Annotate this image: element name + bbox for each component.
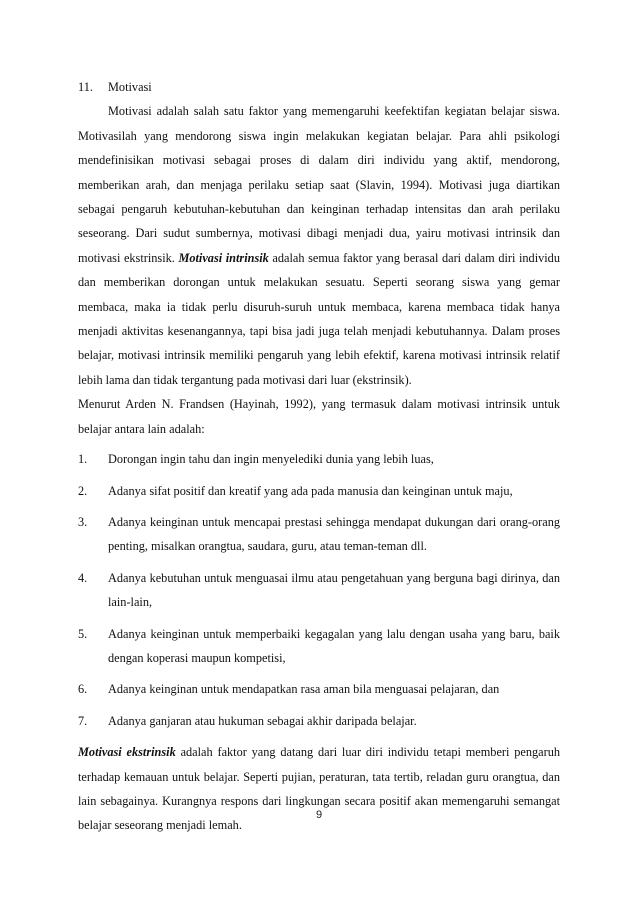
list-item (78, 622, 560, 671)
page-content (78, 75, 560, 838)
list-item-text: Adanya keinginan untuk memperbaiki kegagalan yang lalu dengan usaha yang baru, baik dengan koperasi maupun kompetisi, (108, 626, 560, 665)
term-motivasi-ekstrinsik: Motivasi ekstrinsik (78, 745, 176, 760)
list-item-text: Dorongan ingin tahu dan ingin menyelediki dunia yang lebih luas, (108, 452, 434, 467)
term-motivasi-intrinsik: Motivasi intrinsik (178, 250, 269, 265)
paragraph-motivasi-definition (78, 99, 560, 392)
paragraph-motivasi-ekstrinsik (78, 740, 560, 838)
paragraph-text: adalah faktor yang datang dari luar diri individu tetapi memberi pengaruh terhadap kemauan untuk belajar. Seperti pujian, peraturan, tata tertib, reladan guru orangtua, dan lain sebagainya. Kurangnya respons dari lingkungan secara positif akan memengaruhi semangat belajar seseorang menjadi lemah. (78, 745, 560, 833)
list-item (78, 447, 560, 471)
list-marker: 6. (78, 682, 88, 697)
list-item-text: Adanya sifat positif dan kreatif yang ada pada manusia dan keinginan untuk maju, (108, 483, 513, 498)
section-number: 11. (78, 80, 93, 94)
section-title: Motivasi (108, 80, 152, 94)
section-heading (78, 75, 560, 99)
list-marker: 7. (78, 713, 88, 728)
list-item-text: Adanya kebutuhan untuk menguasai ilmu atau pengetahuan yang berguna bagi dirinya, dan lain-lain, (108, 570, 560, 610)
list-marker: 1. (78, 452, 88, 467)
list-item (78, 566, 560, 615)
paragraph-text: Motivasi adalah salah satu faktor yang memengaruhi keefektifan kegiatan belajar siswa. Motivasilah yang mendorong siswa ingin melakukan kegiatan belajar. Para ahli psikologi mendefinisikan motivasi sebagai proses di dalam diri individu yang aktif, mendorong, memberikan arah, dan menjaga perilaku setiap saat (Slavin, 1994). Motivasi juga diartikan sebagai pengaruh kebutuhan-kebutuhan dan keinginan terhadap intensitas dan arah perilaku seseorang. Dari sudut sumbernya, motivasi dibagi menjadi dua, yairu motivasi intrinsik dan motivasi ekstrinsik. (78, 104, 560, 265)
list-item (78, 479, 560, 503)
paragraph-frandsen: Menurut Arden N. Frandsen (Hayinah, 1992), yang termasuk dalam motivasi intrinsik untuk belajar antara lain adalah: (78, 397, 560, 436)
page-number: 9 (315, 809, 323, 821)
list-marker: 3. (78, 514, 88, 529)
list-item-text: Adanya keinginan untuk mendapatkan rasa aman bila menguasai pelajaran, dan (108, 682, 500, 697)
list-item-text: Adanya ganjaran atau hukuman sebagai akhir daripada belajar. (108, 713, 417, 728)
list-item (78, 677, 560, 701)
intrinsic-motivation-list (78, 447, 560, 733)
list-item-text: Adanya keinginan untuk mencapai prestasi sehingga mendapat dukungan dari orang-orang penting, misalkan orangtua, saudara, guru, atau teman-teman dll. (108, 514, 560, 554)
list-marker: 4. (78, 570, 88, 585)
list-marker: 2. (78, 483, 88, 498)
paragraph-text: adalah semua faktor yang berasal dari dalam diri individu dan memberikan dorongan untuk melakukan sesuatu. Seperti seorang siswa yang gemar membaca, maka ia tidak perlu disuruh-suruh untuk membaca, karena membaca tidak hanya menjadi aktivitas kesenangannya, tapi bisa jadi juga telah menjadi kebutuhannya. Dalam proses belajar, motivasi intrinsik memiliki pengaruh yang lebih efektif, karena motivasi intrinsik relatif lebih lama dan tidak tergantung pada motivasi dari luar (ekstrinsik). (78, 250, 560, 387)
list-item (78, 510, 560, 559)
list-marker: 5. (78, 626, 88, 641)
list-item (78, 709, 560, 733)
